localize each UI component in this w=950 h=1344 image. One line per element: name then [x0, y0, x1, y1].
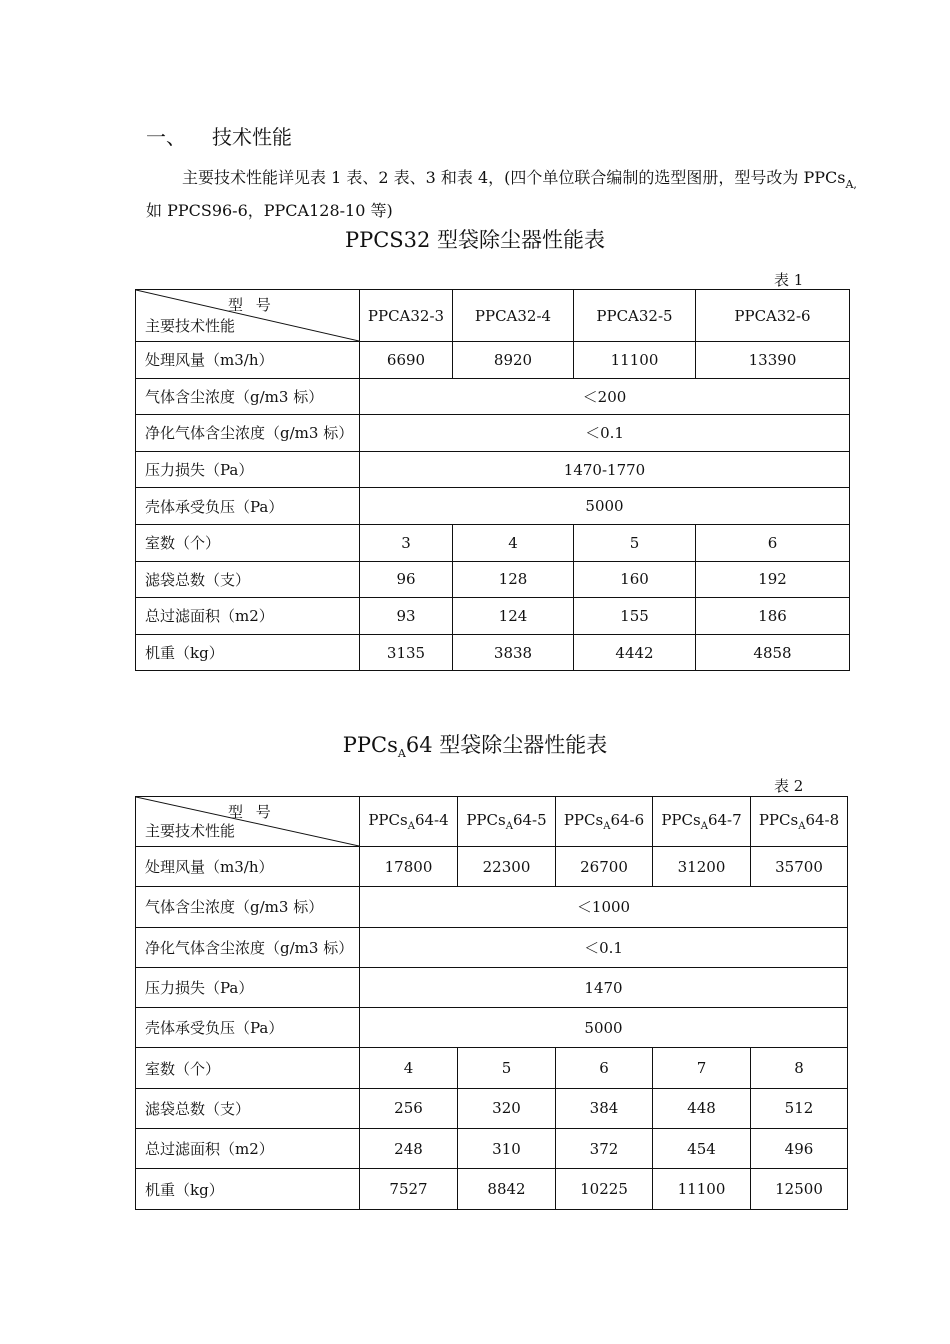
- value-cell: 93: [360, 598, 453, 635]
- value-cell: 3: [360, 524, 453, 561]
- table1-row: [136, 342, 850, 379]
- value-cell: 310: [458, 1129, 556, 1169]
- table2-header-row: [136, 797, 848, 847]
- table2-title-sub: A: [397, 747, 406, 760]
- row-label: 处理风量（m3/h）: [136, 847, 360, 887]
- table2-model-header: PPCs$_A$64-6: [556, 797, 653, 847]
- value-cell: 186: [696, 598, 850, 635]
- row-label: 气体含尘浓度（g/m3 标）: [136, 887, 360, 927]
- table1-header-row: [136, 290, 850, 342]
- row-label: 总过滤面积（m2）: [136, 1129, 360, 1169]
- value-cell: 8842: [458, 1169, 556, 1209]
- row-label: 壳体承受负压（Pa）: [136, 1008, 360, 1048]
- table1-model-header: PPCA32-3: [360, 290, 453, 342]
- value-cell: 8: [751, 1048, 848, 1088]
- merged-value-cell: 1470: [360, 967, 848, 1007]
- value-cell: 320: [458, 1088, 556, 1128]
- table2-title-suffix: 64 型袋除尘器性能表: [405, 733, 608, 757]
- value-cell: 17800: [360, 847, 458, 887]
- row-label: 处理风量（m3/h）: [136, 342, 360, 379]
- corner-top-label: 型 号: [228, 296, 275, 314]
- merged-value-cell: ＜1000: [360, 887, 848, 927]
- section-heading: [146, 121, 292, 150]
- value-cell: 6: [556, 1048, 653, 1088]
- table2-title: [0, 729, 950, 760]
- value-cell: 11100: [653, 1169, 751, 1209]
- section-number: 一、: [146, 125, 186, 149]
- value-cell: 22300: [458, 847, 556, 887]
- merged-value-cell: ＜0.1: [360, 927, 848, 967]
- value-cell: 26700: [556, 847, 653, 887]
- value-cell: 10225: [556, 1169, 653, 1209]
- value-cell: 4: [360, 1048, 458, 1088]
- table2-row: [136, 1129, 848, 1169]
- value-cell: 6: [696, 524, 850, 561]
- merged-value-cell: 5000: [360, 1008, 848, 1048]
- table1-model-header: PPCA32-5: [574, 290, 696, 342]
- intro-text-part2: 如 PPCS96-6，PPCA128-10 等): [146, 201, 393, 220]
- value-cell: 192: [696, 561, 850, 598]
- value-cell: 454: [653, 1129, 751, 1169]
- row-label: 室数（个）: [136, 1048, 360, 1088]
- table2-title-prefix: PPCs: [342, 733, 398, 757]
- row-label: 总过滤面积（m2）: [136, 598, 360, 635]
- merged-value-cell: 1470-1770: [360, 451, 850, 488]
- row-label: 气体含尘浓度（g/m3 标）: [136, 378, 360, 415]
- intro-paragraph: [146, 165, 858, 224]
- table1-row: [136, 634, 850, 671]
- value-cell: 160: [574, 561, 696, 598]
- table1: [135, 289, 850, 671]
- value-cell: 372: [556, 1129, 653, 1169]
- value-cell: 3838: [453, 634, 574, 671]
- row-label: 净化气体含尘浓度（g/m3 标）: [136, 927, 360, 967]
- merged-value-cell: ＜0.1: [360, 415, 850, 452]
- table1-row: [136, 524, 850, 561]
- value-cell: 155: [574, 598, 696, 635]
- table1-row: [136, 415, 850, 452]
- table2-row: [136, 967, 848, 1007]
- table2-model-header: PPCs$_A$64-8: [751, 797, 848, 847]
- section-title: 技术性能: [212, 125, 292, 149]
- intro-subscript: A,: [845, 178, 857, 191]
- table1-corner-header: [136, 290, 360, 342]
- value-cell: 7: [653, 1048, 751, 1088]
- row-label: 压力损失（Pa）: [136, 451, 360, 488]
- table2-row: [136, 887, 848, 927]
- value-cell: 248: [360, 1129, 458, 1169]
- table2-model-header: PPCs$_A$64-7: [653, 797, 751, 847]
- corner-bottom-label: 主要技术性能: [145, 317, 236, 335]
- value-cell: 11100: [574, 342, 696, 379]
- table2: [135, 796, 848, 1210]
- table2-model-header: PPCs$_A$64-5: [458, 797, 556, 847]
- merged-value-cell: ＜200: [360, 378, 850, 415]
- value-cell: 128: [453, 561, 574, 598]
- table1-row: [136, 378, 850, 415]
- row-label: 净化气体含尘浓度（g/m3 标）: [136, 415, 360, 452]
- value-cell: 384: [556, 1088, 653, 1128]
- value-cell: 4: [453, 524, 574, 561]
- value-cell: 35700: [751, 847, 848, 887]
- value-cell: 6690: [360, 342, 453, 379]
- table2-row: [136, 1169, 848, 1209]
- table1-row: [136, 561, 850, 598]
- table1-number: 表 1: [774, 271, 804, 289]
- value-cell: 5: [574, 524, 696, 561]
- value-cell: 124: [453, 598, 574, 635]
- value-cell: 8920: [453, 342, 574, 379]
- value-cell: 31200: [653, 847, 751, 887]
- row-label: 滤袋总数（支）: [136, 561, 360, 598]
- value-cell: 256: [360, 1088, 458, 1128]
- row-label: 压力损失（Pa）: [136, 967, 360, 1007]
- row-label: 壳体承受负压（Pa）: [136, 488, 360, 525]
- table1-row: [136, 598, 850, 635]
- intro-text-part1: 主要技术性能详见表 1 表、2 表、3 和表 4，(四个单位联合编制的选型图册，型号改为 PPCs: [182, 168, 846, 187]
- merged-value-cell: 5000: [360, 488, 850, 525]
- value-cell: 13390: [696, 342, 850, 379]
- value-cell: 512: [751, 1088, 848, 1128]
- table2-row: [136, 847, 848, 887]
- table1-title: PPCS32 型袋除尘器性能表: [344, 228, 606, 252]
- value-cell: 448: [653, 1088, 751, 1128]
- row-label: 滤袋总数（支）: [136, 1088, 360, 1128]
- value-cell: 4858: [696, 634, 850, 671]
- table1-row: [136, 451, 850, 488]
- table2-row: [136, 1008, 848, 1048]
- value-cell: 96: [360, 561, 453, 598]
- row-label: 机重（kg）: [136, 1169, 360, 1209]
- value-cell: 3135: [360, 634, 453, 671]
- table2-row: [136, 1048, 848, 1088]
- value-cell: 5: [458, 1048, 556, 1088]
- value-cell: 7527: [360, 1169, 458, 1209]
- row-label: 机重（kg）: [136, 634, 360, 671]
- table1-row: [136, 488, 850, 525]
- table2-model-header: PPCs$_A$64-4: [360, 797, 458, 847]
- value-cell: 12500: [751, 1169, 848, 1209]
- corner-top-label: 型 号: [228, 803, 275, 821]
- value-cell: 496: [751, 1129, 848, 1169]
- table2-row: [136, 927, 848, 967]
- table1-model-header: PPCA32-4: [453, 290, 574, 342]
- corner-bottom-label: 主要技术性能: [145, 822, 236, 840]
- table2-number: 表 2: [774, 777, 804, 795]
- value-cell: 4442: [574, 634, 696, 671]
- table2-row: [136, 1088, 848, 1128]
- table1-model-header: PPCA32-6: [696, 290, 850, 342]
- table2-corner-header: [136, 797, 360, 847]
- row-label: 室数（个）: [136, 524, 360, 561]
